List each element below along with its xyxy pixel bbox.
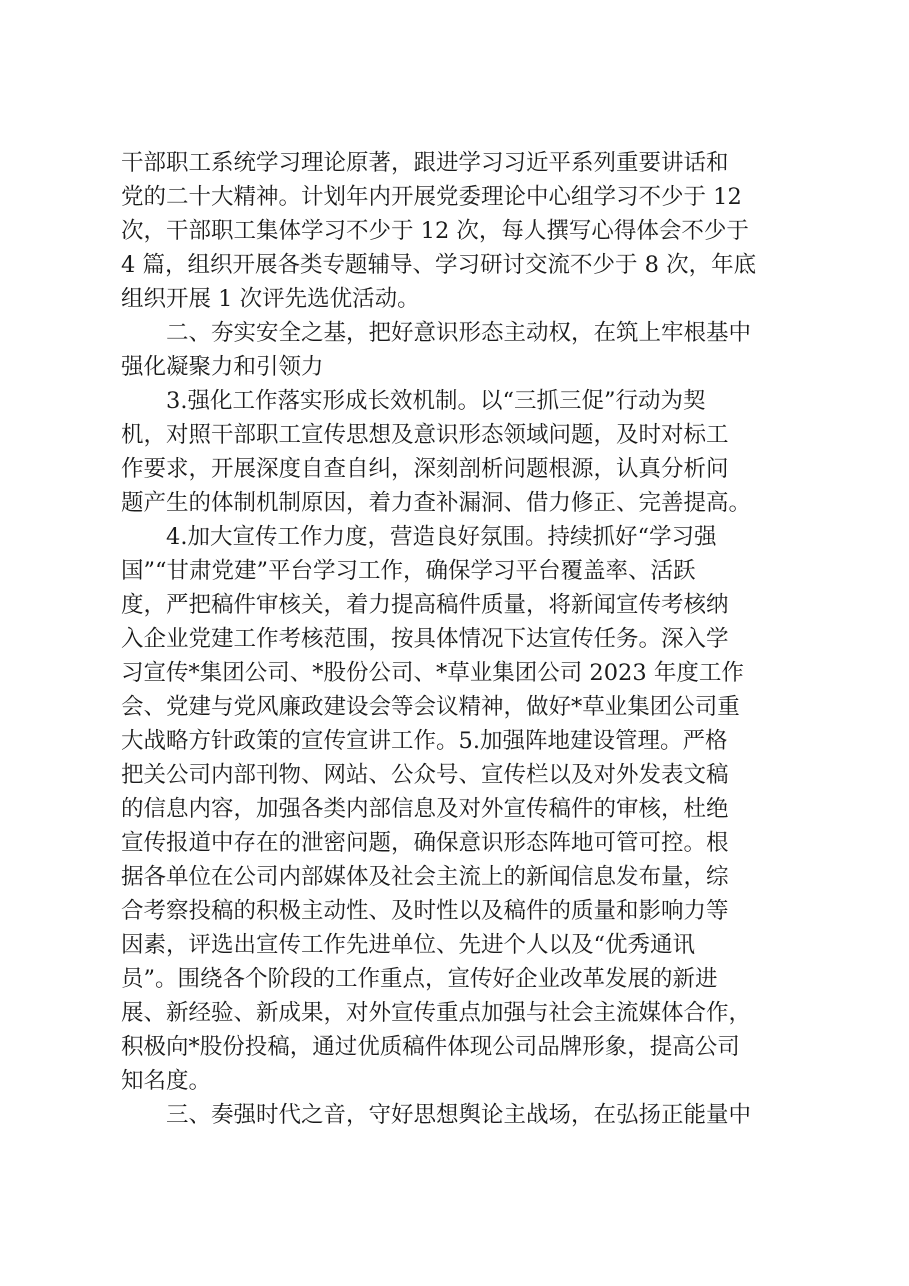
section-heading-line: 强化凝聚力和引领力 bbox=[121, 354, 324, 380]
text-line: 大战略方针政策的宣传宣讲工作。5.加强阵地建设管理。严格 bbox=[121, 728, 728, 754]
text-line: 把关公司内部刊物、网站、公众号、宣传栏以及对外发表文稿 bbox=[121, 762, 729, 788]
text-line: 4.加大宣传工作力度，营造良好氛围。持续抓好“学习强 bbox=[121, 524, 717, 550]
text-line: 宣传报道中存在的泄密问题，确保意识形态阵地可管可控。根 bbox=[121, 830, 729, 856]
text-line: 作要求，开展深度自查自纠，深刻剖析问题根源，认真分析问 bbox=[121, 456, 729, 482]
text-line: 组织开展 1 次评先选优活动。 bbox=[121, 286, 420, 312]
section-heading-line: 三、奏强时代之音，守好思想舆论主战场，在弘扬正能量中 bbox=[121, 1102, 752, 1128]
text-line: 员”。围绕各个阶段的工作重点，宣传好企业改革发展的新进 bbox=[121, 966, 718, 992]
text-line: 次，干部职工集体学习不少于 12 次，每人撰写心得体会不少于 bbox=[121, 218, 749, 244]
section-heading-line: 二、夯实安全之基，把好意识形态主动权，在筑上牢根基中 bbox=[121, 320, 752, 346]
text-line: 展、新经验、新成果，对外宣传重点加强与社会主流媒体合作， bbox=[121, 1000, 752, 1026]
text-line: 4 篇，组织开展各类专题辅导、学习研讨交流不少于 8 次，年底 bbox=[121, 252, 757, 278]
text-line: 党的二十大精神。计划年内开展党委理论中心组学习不少于 12 bbox=[121, 184, 742, 210]
text-line: 会、党建与党风廉政建设会等会议精神，做好*草业集团公司重 bbox=[121, 694, 740, 720]
text-line: 干部职工系统学习理论原著，跟进学习习近平系列重要讲话和 bbox=[121, 150, 729, 176]
text-line: 因素，评选出宣传工作先进单位、先进个人以及“优秀通讯 bbox=[121, 932, 696, 958]
text-line: 积极向*股份投稿，通过优质稿件体现公司品牌形象，提高公司 bbox=[121, 1034, 740, 1060]
text-line: 知名度。 bbox=[121, 1068, 212, 1094]
document-body bbox=[121, 146, 801, 1132]
text-line: 机，对照干部职工宣传思想及意识形态领域问题，及时对标工 bbox=[121, 422, 729, 448]
text-line: 的信息内容，加强各类内部信息及对外宣传稿件的审核，杜绝 bbox=[121, 796, 729, 822]
text-line: 国”“甘肃党建”平台学习工作，确保学习平台覆盖率、活跃 bbox=[121, 558, 696, 584]
text-line: 3.强化工作落实形成长效机制。以“三抓三促”行动为契 bbox=[121, 388, 706, 414]
text-line: 入企业党建工作考核范围，按具体情况下达宣传任务。深入学 bbox=[121, 626, 729, 652]
text-line: 题产生的体制机制原因，着力查补漏洞、借力修正、完善提高。 bbox=[121, 490, 752, 516]
text-line: 度，严把稿件审核关，着力提高稿件质量，将新闻宣传考核纳 bbox=[121, 592, 729, 618]
text-line: 习宣传*集团公司、*股份公司、*草业集团公司 2023 年度工作 bbox=[121, 660, 744, 686]
text-line: 据各单位在公司内部媒体及社会主流上的新闻信息发布量，综 bbox=[121, 864, 729, 890]
text-line: 合考察投稿的积极主动性、及时性以及稿件的质量和影响力等 bbox=[121, 898, 729, 924]
